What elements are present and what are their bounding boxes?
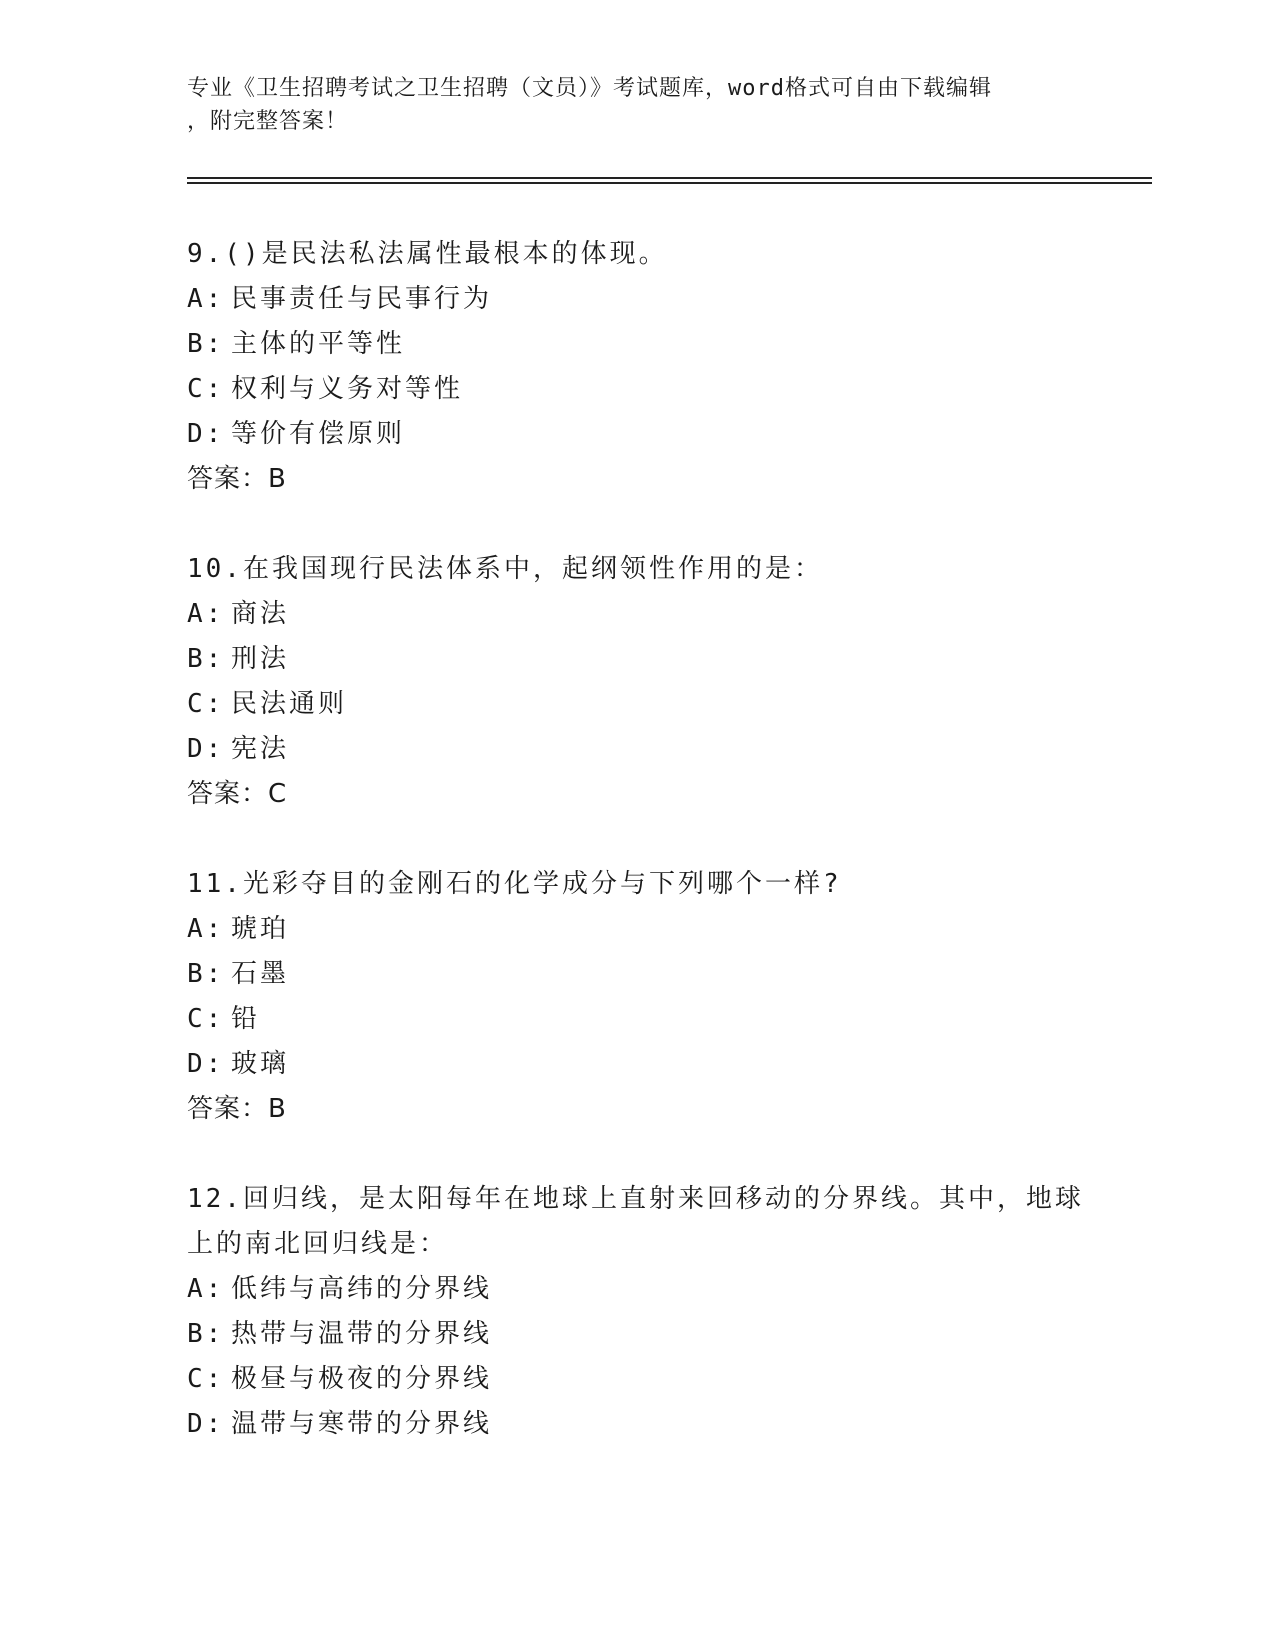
header-line-2: ，附完整答案！ <box>187 109 349 134</box>
option-label: D: <box>187 1049 225 1079</box>
option-label: B: <box>187 644 225 674</box>
option-text: 低纬与高纬的分界线 <box>231 1274 493 1304</box>
option-b <box>187 952 1087 997</box>
option-label: C: <box>187 1364 225 1394</box>
option-label: D: <box>187 419 225 449</box>
question-9 <box>187 232 1087 502</box>
option-c <box>187 682 1087 727</box>
option-text: 商法 <box>231 599 290 629</box>
question-stem: 10.在我国现行民法体系中，起纲领性作用的是： <box>187 554 823 584</box>
option-text: 琥珀 <box>231 914 290 944</box>
option-text: 等价有偿原则 <box>231 419 406 449</box>
option-a <box>187 592 1087 637</box>
question-12 <box>187 1177 1087 1447</box>
option-d <box>187 1402 1087 1447</box>
question-stem: 12.回归线，是太阳每年在地球上直射来回移动的分界线。其中，地球 <box>187 1184 1084 1214</box>
option-label: D: <box>187 1409 225 1439</box>
option-label: B: <box>187 959 225 989</box>
option-a <box>187 277 1087 322</box>
option-text: 宪法 <box>231 734 290 764</box>
option-d <box>187 727 1087 772</box>
option-a <box>187 1267 1087 1312</box>
option-text: 权利与义务对等性 <box>231 374 464 404</box>
option-label: A: <box>187 914 225 944</box>
option-d <box>187 412 1087 457</box>
question-10 <box>187 547 1087 817</box>
header-rule-top <box>187 177 1152 179</box>
answer: 答案：C <box>187 779 288 809</box>
option-d <box>187 1042 1087 1087</box>
option-label: A: <box>187 284 225 314</box>
option-text: 刑法 <box>231 644 290 674</box>
option-b <box>187 637 1087 682</box>
option-b <box>187 1312 1087 1357</box>
option-text: 民事责任与民事行为 <box>231 284 493 314</box>
option-text: 铅 <box>231 1004 261 1034</box>
option-label: B: <box>187 329 225 359</box>
option-label: A: <box>187 1274 225 1304</box>
option-label: C: <box>187 374 225 404</box>
question-stem: 9.()是民法私法属性最根本的体现。 <box>187 239 668 269</box>
document-header <box>187 72 1087 138</box>
option-text: 石墨 <box>231 959 290 989</box>
option-text: 温带与寒带的分界线 <box>231 1409 493 1439</box>
question-11 <box>187 862 1087 1132</box>
option-text: 热带与温带的分界线 <box>231 1319 493 1349</box>
option-label: D: <box>187 734 225 764</box>
option-text: 主体的平等性 <box>231 329 406 359</box>
header-line-1: 专业《卫生招聘考试之卫生招聘（文员）》考试题库，word格式可自由下载编辑 <box>187 76 992 101</box>
option-c <box>187 1357 1087 1402</box>
question-stem-continued: 上的南北回归线是： <box>187 1229 449 1259</box>
option-b <box>187 322 1087 367</box>
option-label: B: <box>187 1319 225 1349</box>
option-c <box>187 367 1087 412</box>
option-label: C: <box>187 1004 225 1034</box>
option-a <box>187 907 1087 952</box>
option-c <box>187 997 1087 1042</box>
option-text: 极昼与极夜的分界线 <box>231 1364 493 1394</box>
answer: 答案：B <box>187 1094 287 1124</box>
question-stem: 11.光彩夺目的金刚石的化学成分与下列哪个一样? <box>187 869 842 899</box>
header-rule-bottom <box>187 182 1152 184</box>
answer: 答案：B <box>187 464 287 494</box>
option-label: A: <box>187 599 225 629</box>
option-label: C: <box>187 689 225 719</box>
option-text: 玻璃 <box>231 1049 290 1079</box>
option-text: 民法通则 <box>231 689 348 719</box>
